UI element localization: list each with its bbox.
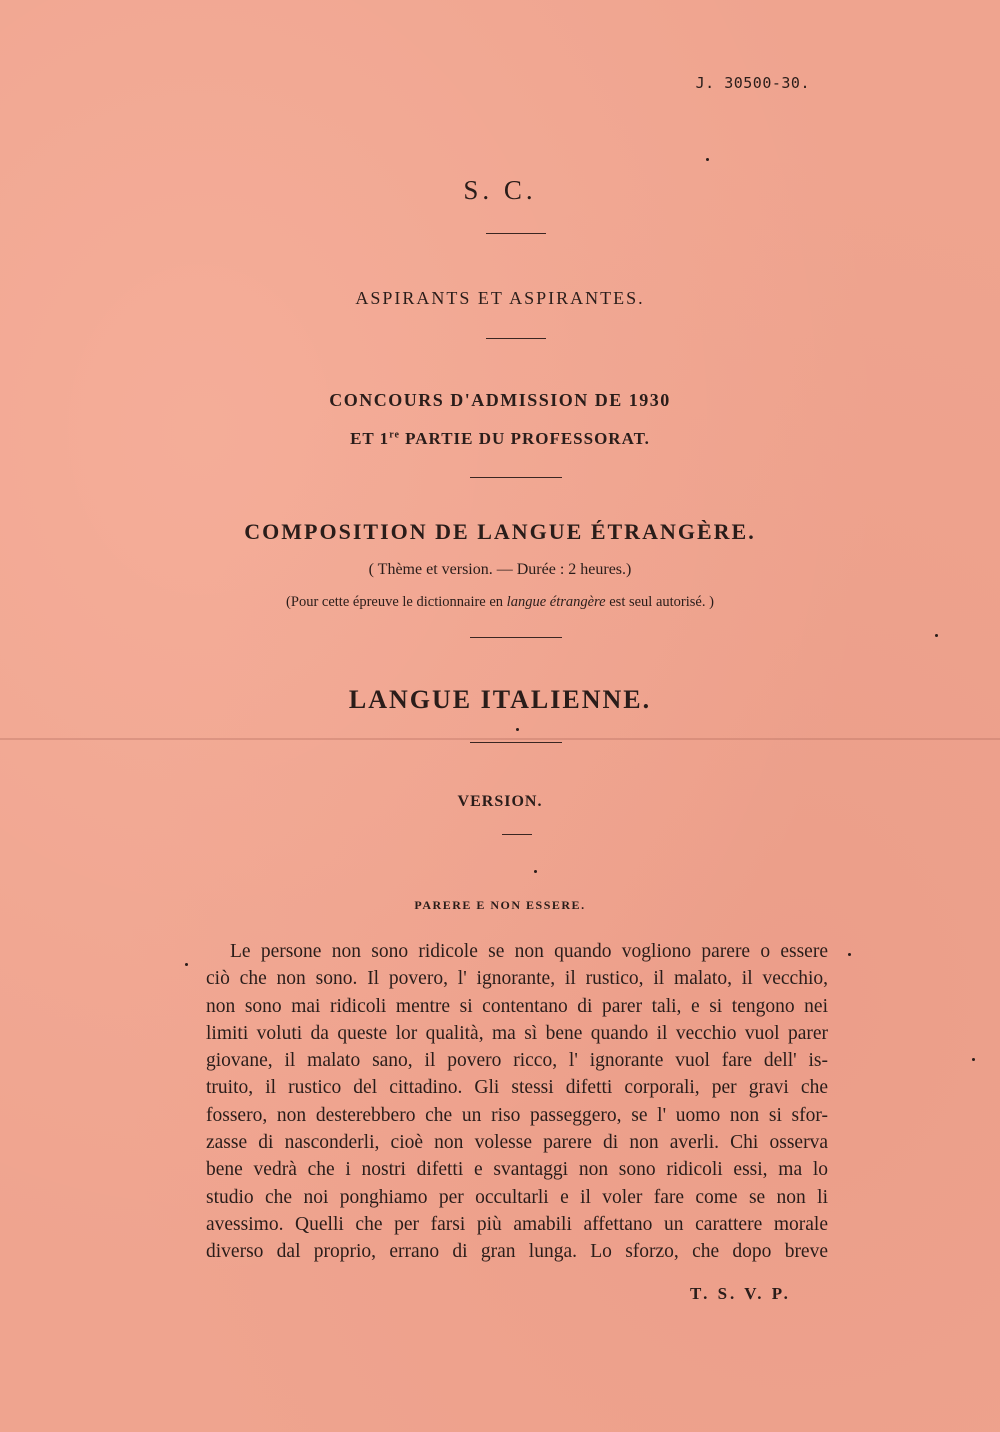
dictionary-note-start: (Pour cette épreuve le dictionnaire en bbox=[286, 594, 507, 610]
paper-speck bbox=[935, 634, 938, 637]
passage-line: Le persone non sono ridicole se non quando vogliono parere o essere bbox=[230, 941, 828, 962]
partie-prefix: ET 1 bbox=[350, 429, 390, 448]
paper-speck bbox=[972, 1058, 975, 1061]
dictionary-note-italic: langue étrangère bbox=[506, 594, 606, 610]
divider-rule bbox=[486, 338, 546, 339]
partie-superscript: re bbox=[389, 429, 400, 441]
dictionary-note-end: est seul autorisé. ) bbox=[605, 594, 714, 610]
passage-line: non sono mai ridicoli mentre si contentano di parer tali, e si tengono nei bbox=[206, 995, 828, 1017]
passage-line: zasse di nasconderli, cioè non volesse parere di non averli. Chi osserva bbox=[206, 1132, 828, 1154]
concours-heading: CONCOURS D'ADMISSION DE 1930 bbox=[329, 390, 671, 410]
italian-passage bbox=[206, 938, 828, 1266]
passage-line: bene vedrà che i nostri difetti e svantaggi non sono ridicoli essi, ma lo bbox=[206, 1159, 828, 1181]
turn-page-note: T. S. V. P. bbox=[690, 1284, 791, 1303]
header-sc: S. C. bbox=[463, 175, 537, 205]
partie-heading bbox=[0, 429, 1000, 449]
paper-speck bbox=[516, 728, 519, 731]
text-title: PARERE E NON ESSERE. bbox=[414, 898, 586, 912]
section-heading: VERSION. bbox=[457, 793, 543, 810]
passage-line: fossero, non desterebbero che un riso passeggero, se l' uomo non si sfor- bbox=[206, 1104, 828, 1126]
audience-heading: ASPIRANTS ET ASPIRANTES. bbox=[355, 288, 645, 308]
divider-rule bbox=[470, 477, 562, 478]
language-title: LANGUE ITALIENNE. bbox=[348, 685, 652, 714]
divider-rule bbox=[470, 742, 562, 743]
passage-line: avessimo. Quelli che per farsi più amabili affettano un carattere morale bbox=[206, 1213, 828, 1235]
partie-rest: PARTIE DU PROFESSORAT. bbox=[399, 429, 650, 448]
document-reference: J. 30500-30. bbox=[695, 74, 810, 92]
passage-line: studio che noi ponghiamo per occultarli e il voler fare come se non li bbox=[206, 1186, 828, 1208]
passage-line: diverso dal proprio, errano di gran lunga. Lo sforzo, che dopo breve bbox=[206, 1241, 828, 1263]
paper-speck bbox=[706, 158, 709, 161]
fold-line bbox=[0, 738, 1000, 740]
composition-title: COMPOSITION DE LANGUE ÉTRANGÈRE. bbox=[244, 519, 756, 544]
passage-line: limiti voluti da queste lor qualità, ma sì bene quando il vecchio vuol parer bbox=[206, 1022, 828, 1044]
divider-rule bbox=[470, 637, 562, 638]
divider-rule bbox=[502, 834, 532, 835]
dictionary-note bbox=[0, 594, 1000, 611]
passage-line: giovane, il malato sano, il povero ricco, l' ignorante vuol fare dell' is- bbox=[206, 1050, 828, 1072]
passage-line: truito, il rustico del cittadino. Gli stessi difetti corporali, per gravi che bbox=[206, 1077, 828, 1099]
paper-speck bbox=[848, 953, 851, 956]
paper-speck bbox=[185, 963, 188, 966]
exam-details: ( Thème et version. — Durée : 2 heures.) bbox=[368, 561, 632, 578]
passage-line: ciò che non sono. Il povero, l' ignorante, il rustico, il malato, il vecchio, bbox=[206, 968, 828, 990]
divider-rule bbox=[486, 233, 546, 234]
paper-speck bbox=[534, 870, 537, 873]
